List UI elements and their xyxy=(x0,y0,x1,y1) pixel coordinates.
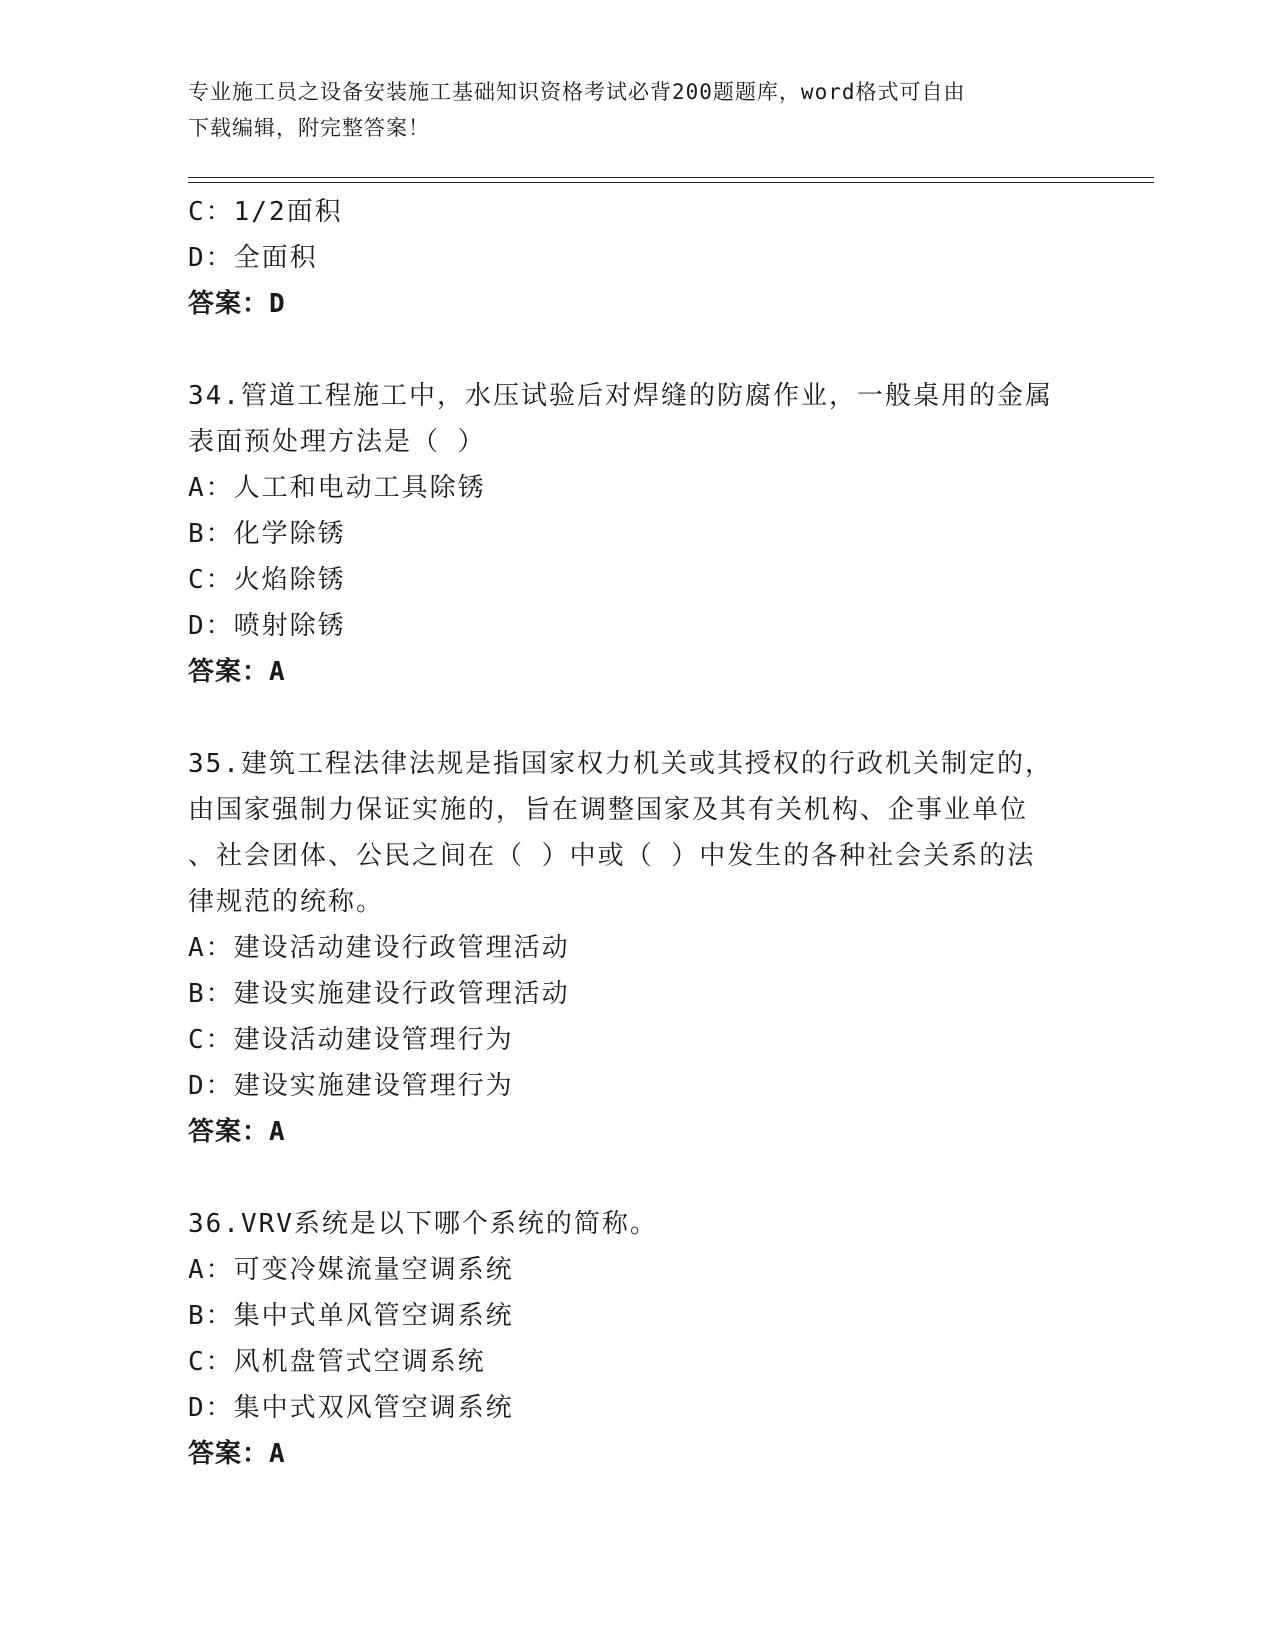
option-a: A：可变冷媒流量空调系统 xyxy=(188,1255,514,1285)
option-d: D：全面积 xyxy=(188,243,318,273)
option-d: D：喷射除锈 xyxy=(188,611,346,641)
option-c: C：建设活动建设管理行为 xyxy=(188,1025,514,1055)
spacer xyxy=(188,327,1088,373)
spacer xyxy=(188,1155,1088,1201)
question-33-tail xyxy=(188,189,1088,327)
answer: 答案：A xyxy=(188,657,286,687)
question-list xyxy=(188,189,1088,1477)
question-stem-line: 、社会团体、公民之间在（ ）中或（ ）中发生的各种社会关系的法 xyxy=(188,841,1036,871)
option-b: B：建设实施建设行政管理活动 xyxy=(188,979,570,1009)
question-stem-line: 36.VRV系统是以下哪个系统的简称。 xyxy=(188,1209,658,1239)
option-d: D：集中式双风管空调系统 xyxy=(188,1393,514,1423)
option-c: C：风机盘管式空调系统 xyxy=(188,1347,486,1377)
spacer xyxy=(188,695,1088,741)
option-a: A：建设活动建设行政管理活动 xyxy=(188,933,570,963)
document-header xyxy=(188,74,1068,146)
question-stem-line: 34.管道工程施工中，水压试验后对焊缝的防腐作业，一般桌用的金属 xyxy=(188,381,1053,411)
question-36 xyxy=(188,1201,1088,1477)
question-stem-line: 35.建筑工程法律法规是指国家权力机关或其授权的行政机关制定的， xyxy=(188,749,1053,779)
header-title-line-1: 专业施工员之设备安装施工基础知识资格考试必背200题题库，word格式可自由 xyxy=(188,80,966,104)
option-b: B：集中式单风管空调系统 xyxy=(188,1301,514,1331)
answer: 答案：A xyxy=(188,1117,286,1147)
question-stem-line: 表面预处理方法是（ ） xyxy=(188,427,486,457)
question-stem-line: 律规范的统称。 xyxy=(188,887,385,917)
option-a: A：人工和电动工具除锈 xyxy=(188,473,486,503)
option-c: C：火焰除锈 xyxy=(188,565,346,595)
answer: 答案：A xyxy=(188,1439,286,1469)
header-title-line-2: 下载编辑，附完整答案！ xyxy=(188,116,430,140)
question-stem-line: 由国家强制力保证实施的，旨在调整国家及其有关机构、企事业单位 xyxy=(188,795,1029,825)
option-c: C：1/2面积 xyxy=(188,197,343,227)
option-b: B：化学除锈 xyxy=(188,519,346,549)
question-35 xyxy=(188,741,1088,1155)
option-d: D：建设实施建设管理行为 xyxy=(188,1071,514,1101)
header-divider-top xyxy=(188,177,1154,178)
header-divider-bottom xyxy=(188,182,1154,183)
question-34 xyxy=(188,373,1088,695)
answer: 答案：D xyxy=(188,289,286,319)
